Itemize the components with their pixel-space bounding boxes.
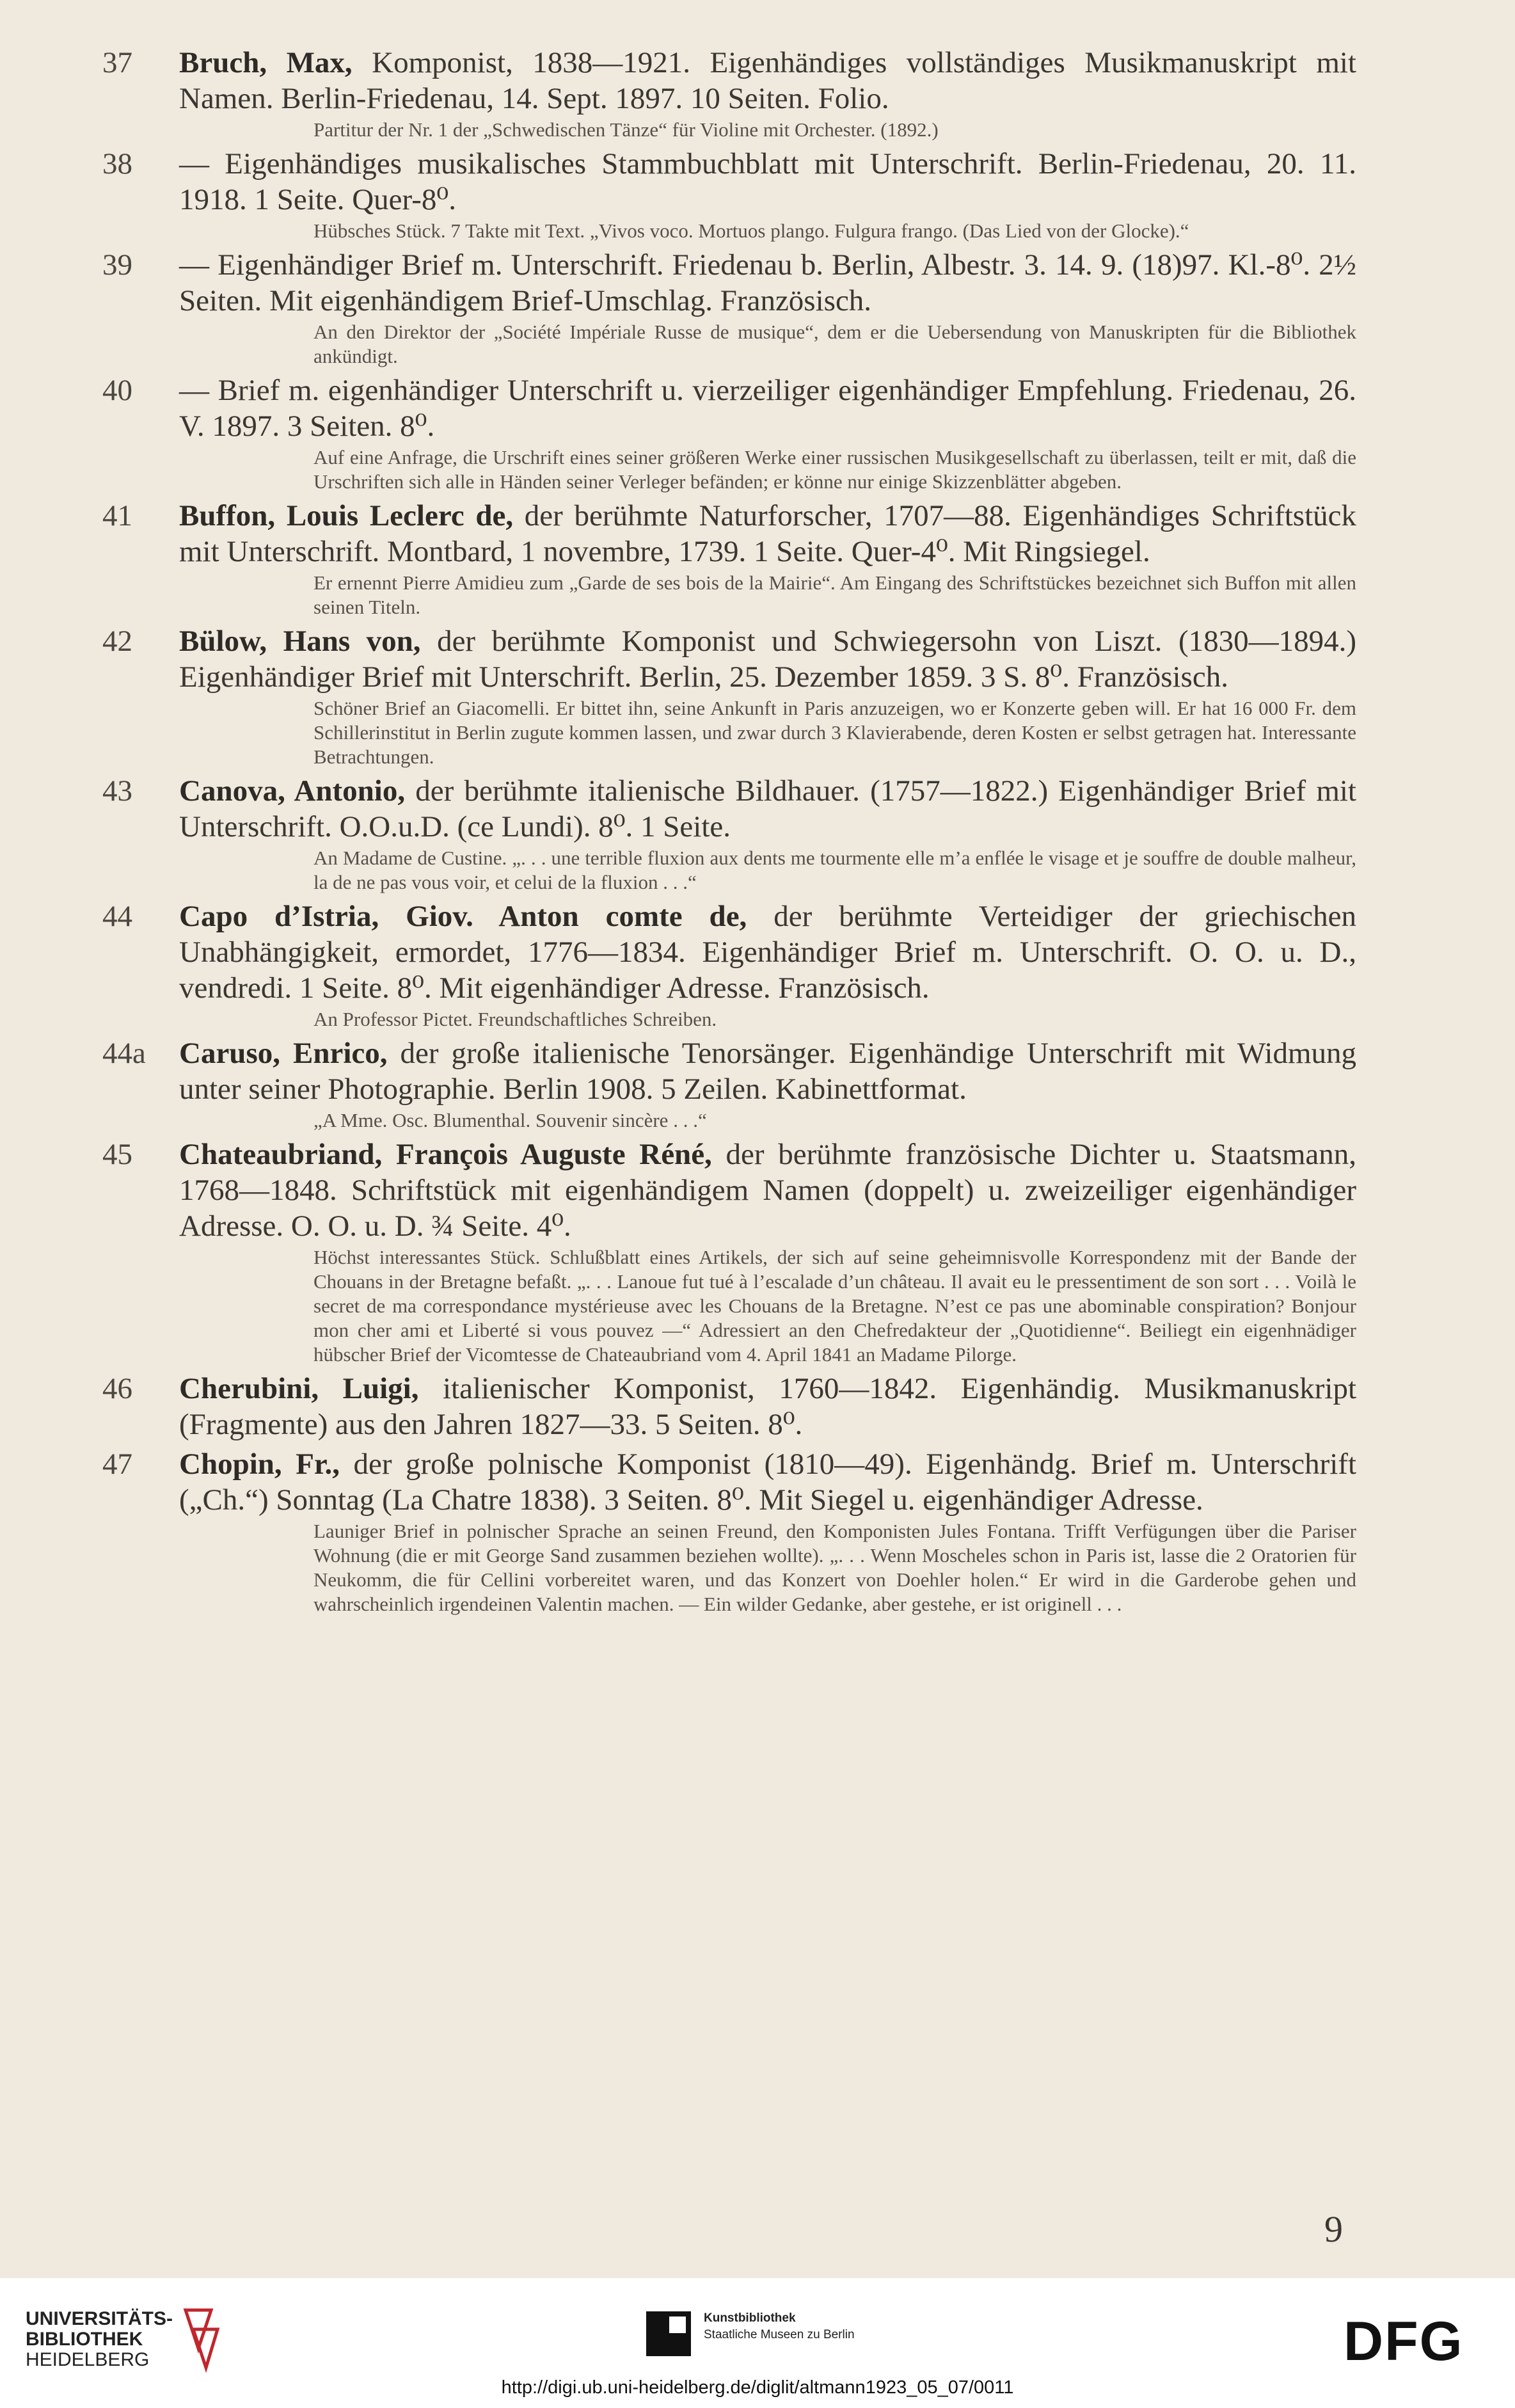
entry-name: Chateaubriand, François Auguste Réné,	[179, 1138, 712, 1171]
catalog-entry	[102, 247, 1356, 369]
entry-text: Komponist, 1838—1921. Eigenhändiges vollständiges Musikmanuskript mit Namen. Berlin-Friedenau, 14. Sept. 1897. 10 Seiten. Folio.	[179, 46, 1356, 115]
entry-name: Chopin, Fr.,	[179, 1447, 340, 1481]
entry-text: der berühmte Komponist und Schwiegersohn von Liszt. (1830—1894.) Eigenhändiger Brief mit Unterschrift. Berlin, 25. Dezember 1859. 3 S. 8⁰. Französisch.	[179, 625, 1356, 694]
entry-name: Bülow, Hans von,	[179, 625, 421, 658]
source-url[interactable]: http://digi.ub.uni-heidelberg.de/diglit/altmann1923_05_07/0011	[501, 2377, 1014, 2398]
entry-name: Capo d’Istria, Giov. Anton comte de,	[179, 900, 747, 933]
entry-name: Buffon, Louis Leclerc de,	[179, 499, 514, 532]
entry-number: 44a	[102, 1037, 146, 1070]
entry-name: Cherubini, Luigi,	[179, 1372, 419, 1405]
catalog-entry	[102, 498, 1356, 619]
entry-number: 44	[102, 900, 132, 933]
entry-note: Partitur der Nr. 1 der „Schwedischen Tänze“ für Violine mit Orchester. (1892.)	[313, 118, 939, 141]
entry-number: 45	[102, 1138, 132, 1171]
entry-text: der berühmte italienische Bildhauer. (1757—1822.) Eigenhändiger Brief mit Unterschrift. O.O.u.D. (ce Lundi). 8⁰. 1 Seite.	[179, 774, 1356, 843]
university-library-name: UNIVERSITÄTS- BIBLIOTHEK HEIDELBERG	[26, 2308, 173, 2370]
entry-note: Er ernennt Pierre Amidieu zum „Garde de ses bois de la Mairie“. Am Eingang des Schriftstückes bezeichnet sich Buffon mit allen seinen Titeln.	[313, 571, 1356, 618]
entry-note: Auf eine Anfrage, die Urschrift eines seiner größeren Werke einer russischen Musikgesellschaft zu überlassen, teilt er mit, daß die Urschriften sich alle in Händen seiner Verleger befänden; er könne nur einige Skizzenblätter abgeben.	[313, 446, 1356, 493]
entry-name: Bruch, Max,	[179, 46, 353, 79]
entry-text: der berühmte französische Dichter u. Staatsmann, 1768—1848. Schriftstück mit eigenhändigem Namen (doppelt) u. zweizeiliger eigenhändiger Adresse. O. O. u. D. ¾ Seite. 4⁰.	[179, 1138, 1356, 1243]
entry-text: der große polnische Komponist (1810—49). Eigenhändg. Brief m. Unterschrift („Ch.“) Sonntag (La Chatre 1838). 3 Seiten. 8⁰. Mit Siegel u. eigenhändiger Adresse.	[179, 1447, 1356, 1517]
entry-note: An den Direktor der „Société Impériale Russe de musique“, dem er die Uebersendung von Manuskripten für die Bibliothek ankündigt.	[313, 321, 1356, 367]
catalog-entry	[102, 1446, 1356, 1616]
entry-number: 39	[102, 248, 132, 282]
catalog-entry	[102, 372, 1356, 494]
entry-note: An Madame de Custine. „. . . une terrible fluxion aux dents me tourmente elle m’a enflée le visage et je souffre de double malheur, la de ne pas vous voir, et celui de la fluxion . . .“	[313, 847, 1356, 893]
entry-note: Höchst interessantes Stück. Schlußblatt eines Artikels, der sich auf seine geheimnisvolle Korrespondenz mit der Bande der Chouans in der Bretagne befaßt. „. . . Lanoue fut tué à l’escalade d’un château. Il avait eu le pressentiment de son sort . . . Voilà le secret de ma correspondance mystérieuse avec les Chouans de la Bretagne. N’est ce pas une abominable conspiration? Bonjour mon cher ami et Liberté si vous pouvez —“ Adressiert an den Chefredakteur der „Quotidienne“. Beiliegt ein eigenhnädiger hübscher Brief der Vicomtesse de Chateaubriand vom 4. April 1841 an Madame Pilorge.	[313, 1246, 1356, 1366]
entry-text: der berühmte Verteidiger der griechischen Unabhängigkeit, ermordet, 1776—1834. Eigenhändiger Brief m. Unterschrift. O. O. u. D., vendredi. 1 Seite. 8⁰. Mit eigenhändiger Adresse. Französisch.	[179, 900, 1356, 1005]
entry-list	[102, 45, 1356, 1620]
entry-note: Hübsches Stück. 7 Takte mit Text. „Vivos voco. Mortuos plango. Fulgura frango. (Das Lied von der Glocke).“	[313, 219, 1189, 242]
entry-number: 46	[102, 1372, 132, 1405]
entry-number: 42	[102, 625, 132, 658]
catalog-entry	[102, 1371, 1356, 1442]
catalog-entry	[102, 146, 1356, 243]
entry-text: — Eigenhändiges musikalisches Stammbuchblatt mit Unterschrift. Berlin-Friedenau, 20. 11. 1918. 1 Seite. Quer-8⁰.	[179, 147, 1356, 216]
catalog-entry	[102, 773, 1356, 895]
entry-text: der große italienische Tenorsänger. Eigenhändige Unterschrift mit Widmung unter seiner Photographie. Berlin 1908. 5 Zeilen. Kabinettformat.	[179, 1037, 1356, 1106]
entry-text: italienischer Komponist, 1760—1842. Eigenhändig. Musikmanuskript (Fragmente) aus den Jahren 1827—33. 5 Seiten. 8⁰.	[179, 1372, 1356, 1441]
entry-number: 43	[102, 774, 132, 808]
entry-text: der berühmte Naturforscher, 1707—88. Eigenhändiges Schriftstück mit Unterschrift. Montbard, 1 novembre, 1739. 1 Seite. Quer-4⁰. Mit Ringsiegel.	[179, 499, 1356, 568]
entry-number: 40	[102, 374, 132, 407]
kunstbibliothek-logo-icon	[646, 2311, 691, 2356]
catalog-entry	[102, 45, 1356, 142]
entry-number: 47	[102, 1447, 132, 1481]
digitization-footer	[0, 2278, 1515, 2408]
entry-number: 37	[102, 46, 132, 79]
entry-note: An Professor Pictet. Freundschaftliches Schreiben.	[313, 1008, 717, 1030]
entry-note: „A Mme. Osc. Blumenthal. Souvenir sincère . . .“	[313, 1109, 707, 1131]
entry-note: Launiger Brief in polnischer Sprache an seinen Freund, den Komponisten Jules Fontana. Trifft Verfügungen über die Pariser Wohnung (die er mit George Sand zusammen beziehen wollte). „. . . Wenn Moscheles schon in Paris ist, lasse die 2 Oratorien für Neukomm, die für Cellini vorbereitet waren, und das Konzert von Doehler holen.“ Er wird in die Garderobe gehen und wahrscheinlich irgendeinen Valentin machen. — Ein wilder Gedanke, aber gestehe, er ist originell . . .	[313, 1520, 1356, 1615]
entry-number: 38	[102, 147, 132, 180]
catalog-entry	[102, 623, 1356, 769]
entry-name: Caruso, Enrico,	[179, 1037, 388, 1070]
entry-text: — Brief m. eigenhändiger Unterschrift u. vierzeiliger eigenhändiger Empfehlung. Friedenau, 26. V. 1897. 3 Seiten. 8⁰.	[179, 374, 1356, 443]
entry-number: 41	[102, 499, 132, 532]
catalog-entry	[102, 1035, 1356, 1133]
entry-name: Canova, Antonio,	[179, 774, 406, 808]
catalog-entry	[102, 898, 1356, 1032]
dfg-logo: DFG	[1344, 2311, 1464, 2372]
page-number: 9	[1324, 2208, 1343, 2250]
kunstbibliothek-name: Kunstbibliothek Staatliche Museen zu Berlin	[704, 2311, 855, 2341]
catalog-entry	[102, 1136, 1356, 1367]
entry-note: Schöner Brief an Giacomelli. Er bittet ihn, seine Ankunft in Paris anzuzeigen, wo er Konzerte geben will. Er hat 16 000 Fr. dem Schillerinstitut in Berlin zugute kommen lassen, und zwar durch 3 Klavierabende, deren Kosten er selbst getragen hat. Interessante Betrachtungen.	[313, 697, 1356, 768]
entry-text: — Eigenhändiger Brief m. Unterschrift. Friedenau b. Berlin, Albestr. 3. 14. 9. (18)97. Kl.-8⁰. 2½ Seiten. Mit eigenhändigem Brief-Umschlag. Französisch.	[179, 248, 1356, 317]
